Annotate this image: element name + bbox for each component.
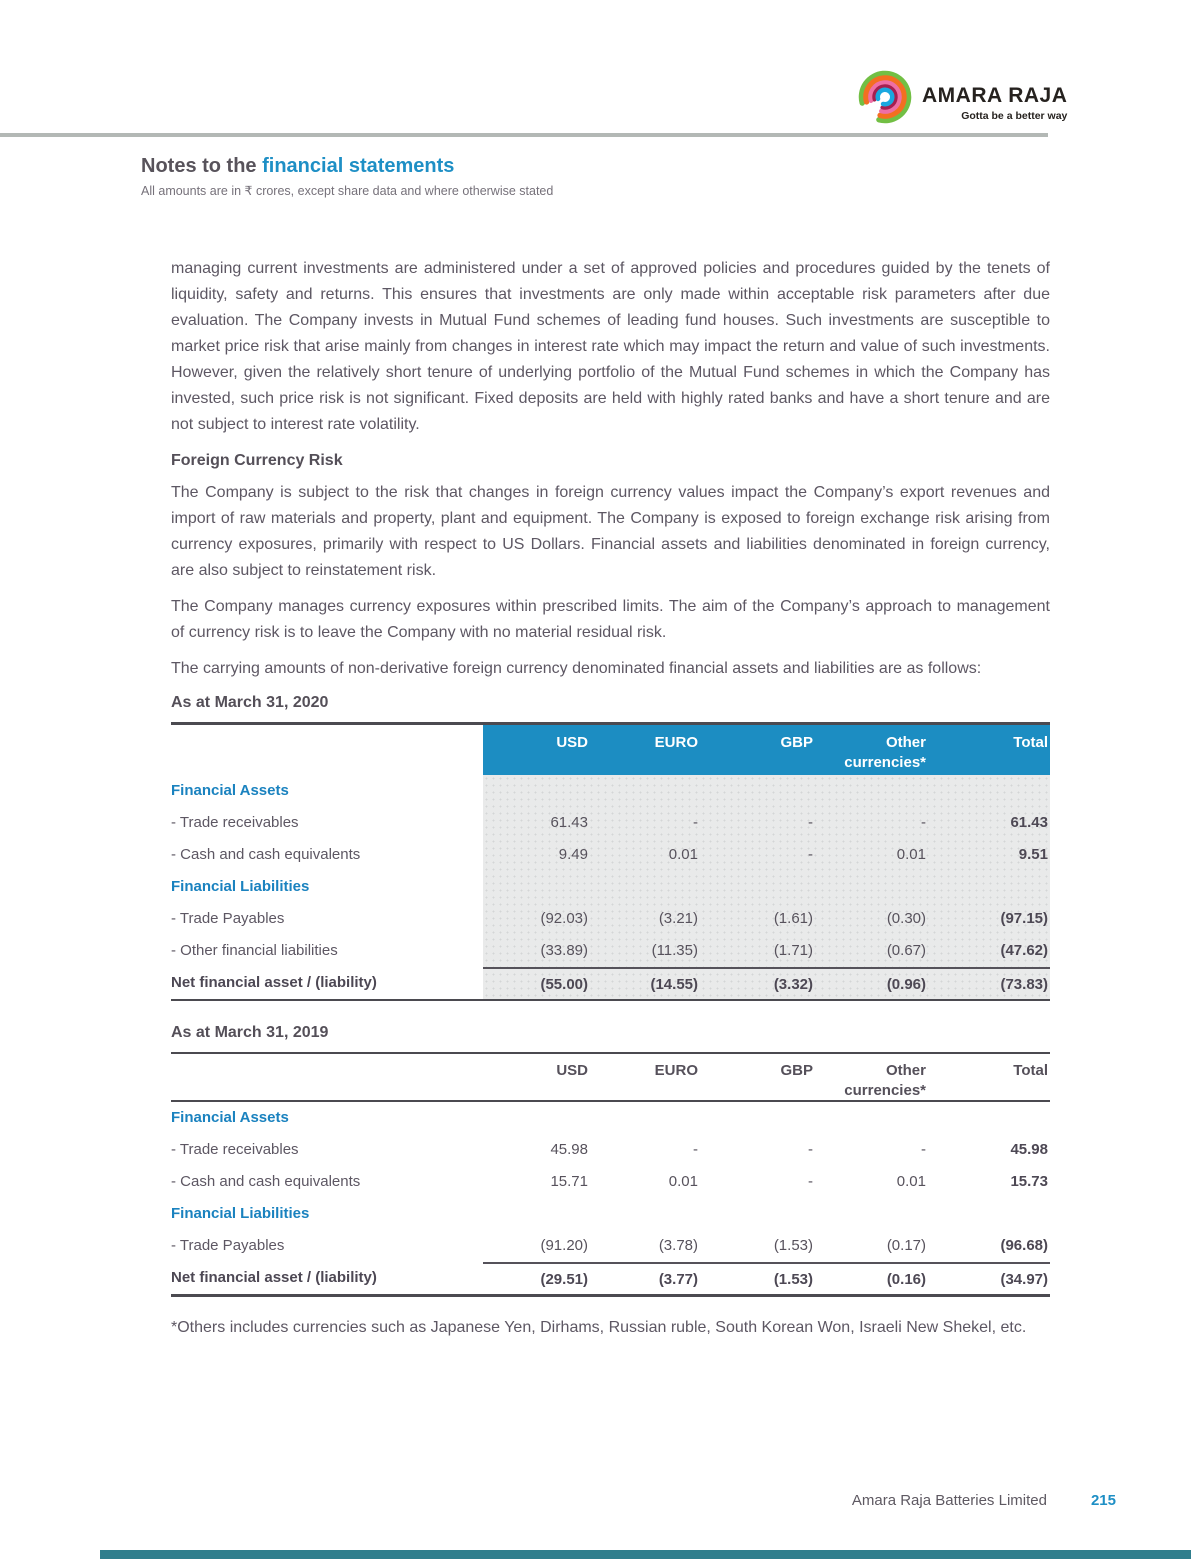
paragraph-carrying-amounts: The carrying amounts of non-derivative foreign currency denominated financial assets and liabilities are as follows:: [171, 660, 982, 677]
value-cell-total: 61.43: [1010, 814, 1048, 831]
table-row: [171, 1230, 1050, 1262]
row-label: - Trade receivables: [171, 1141, 299, 1158]
value-cell: -: [808, 1173, 813, 1190]
page-title: [141, 155, 553, 178]
value-cell: -: [693, 1141, 698, 1158]
value-cell-total: 15.73: [1010, 1173, 1048, 1190]
row-label: Financial Assets: [171, 782, 289, 799]
amara-raja-logo: [856, 68, 1068, 126]
column-header-usd: USD: [483, 725, 590, 775]
value-cell: (0.67): [886, 942, 926, 959]
column-header-other: Other currencies*: [844, 1062, 926, 1099]
table-2019-title: As at March 31, 2019: [171, 1024, 329, 1041]
value-cell: 0.01: [896, 1173, 926, 1190]
header-spacer-cell: [171, 1054, 483, 1101]
table-body: [171, 1102, 1050, 1294]
value-cell: (3.21): [658, 910, 698, 927]
table-header-row: [171, 725, 1050, 775]
row-label: Financial Assets: [171, 1109, 289, 1126]
value-cell: -: [808, 1141, 813, 1158]
header-divider: [0, 133, 1048, 137]
value-cell: 45.98: [550, 1141, 588, 1158]
value-cell: (3.77): [590, 1262, 700, 1296]
value-cell: -: [808, 814, 813, 831]
value-cell: (1.61): [773, 910, 813, 927]
value-cell-total: (47.62): [1000, 942, 1048, 959]
column-header-gbp: GBP: [780, 1062, 813, 1079]
value-cell-total: 9.51: [1018, 846, 1048, 863]
page-title-accent: financial statements: [262, 155, 455, 177]
table-2020-title: As at March 31, 2020: [171, 694, 329, 711]
table-row: [171, 1134, 1050, 1166]
row-label: Financial Liabilities: [171, 878, 310, 895]
value-cell-total: (96.68): [1000, 1237, 1048, 1254]
row-label: - Other financial liabilities: [171, 942, 338, 959]
value-cell: (33.89): [540, 942, 588, 959]
row-label: - Trade Payables: [171, 1237, 285, 1254]
row-label: Net financial asset / (liability): [171, 974, 377, 991]
value-cell: (91.20): [540, 1237, 588, 1254]
row-label: - Trade Payables: [171, 910, 285, 927]
value-cell: -: [921, 814, 926, 831]
value-cell: (1.53): [700, 1262, 815, 1296]
paragraph-market-price-risk: managing current investments are administered under a set of approved policies and procedures guided by the tenets of liquidity, safety and returns. This ensures that investments are only made within acceptable risk parameters after due evaluation. The Company invests in Mutual Fund schemes of leading fund houses. Such investments are susceptible to market price risk that arise mainly from changes in interest rate which may impact the return and value of such investments. However, given the relatively short tenure of underlying portfolio of the Mutual Fund schemes in which the Company has invested, such price risk is not significant. Fixed deposits are held with highly rated banks and have a short tenure and are not subject to interest rate volatility.: [171, 260, 1050, 433]
table-row: [171, 775, 1050, 807]
value-cell: (55.00): [483, 967, 590, 1001]
header-spacer-cell: [171, 725, 483, 775]
table-row-net-total: [171, 967, 1050, 999]
row-label: Net financial asset / (liability): [171, 1269, 377, 1286]
bottom-accent-bar: [100, 1550, 1191, 1559]
table-row: [171, 935, 1050, 967]
value-cell: 0.01: [668, 1173, 698, 1190]
value-cell: 61.43: [550, 814, 588, 831]
footer-company-name: Amara Raja Batteries Limited: [851, 1492, 1047, 1509]
paragraph-fx-exposure: The Company is subject to the risk that changes in foreign currency values impact the Company’s export revenues and import of raw materials and property, plant and equipment. The Company is exposed to foreign exchange risk arising from currency exposures, primarily with respect to US Dollars. Financial assets and liabilities denominated in foreign currency, are also subject to reinstatement risk.: [171, 484, 1050, 579]
value-cell: (29.51): [483, 1262, 590, 1296]
value-cell-total: (97.15): [1000, 910, 1048, 927]
value-cell: -: [693, 814, 698, 831]
table-footnote: *Others includes currencies such as Japanese Yen, Dirhams, Russian ruble, South Korean Won, Israeli New Shekel, etc.: [171, 1319, 1027, 1336]
amara-raja-logo-icon: [856, 68, 914, 126]
column-header-total: Total: [1013, 1062, 1048, 1079]
value-cell: (1.53): [773, 1237, 813, 1254]
table-header-row: [171, 1054, 1050, 1102]
logo-brand-text: AMARA RAJA: [922, 84, 1068, 107]
row-label: - Cash and cash equivalents: [171, 846, 361, 863]
value-cell: (0.96): [815, 967, 928, 1001]
row-label: - Cash and cash equivalents: [171, 1173, 361, 1190]
page-title-prefix: Notes to the: [141, 155, 263, 177]
table-row: [171, 1102, 1050, 1134]
value-cell: (0.17): [886, 1237, 926, 1254]
table-row: [171, 1198, 1050, 1230]
footer-page-number: 215: [1090, 1492, 1116, 1509]
page-subtitle: All amounts are in ₹ crores, except share data and where otherwise stated: [141, 184, 554, 198]
column-header-other: Other currencies*: [815, 725, 928, 775]
value-cell: (0.30): [886, 910, 926, 927]
value-cell: (0.16): [815, 1262, 928, 1296]
fx-exposure-table-2020: [171, 722, 1050, 1001]
heading-foreign-currency-risk: Foreign Currency Risk: [171, 452, 343, 469]
value-cell: (3.78): [658, 1237, 698, 1254]
logo-tagline: Gotta be a better way: [961, 110, 1068, 122]
table-row: [171, 903, 1050, 935]
column-header-total: Total: [928, 725, 1050, 775]
table-row: [171, 1166, 1050, 1198]
paragraph-fx-management: The Company manages currency exposures within prescribed limits. The aim of the Company’s approach to management of currency risk is to leave the Company with no material residual risk.: [171, 598, 1050, 641]
table-row: [171, 871, 1050, 903]
table-body: [171, 775, 1050, 999]
table-row: [171, 807, 1050, 839]
value-cell: (14.55): [590, 967, 700, 1001]
column-header-euro: EURO: [590, 725, 700, 775]
value-cell: (92.03): [540, 910, 588, 927]
value-cell: 9.49: [558, 846, 588, 863]
value-cell-total: 45.98: [1010, 1141, 1048, 1158]
page-content: [171, 238, 1050, 1351]
value-cell: 0.01: [896, 846, 926, 863]
column-header-usd: USD: [556, 1062, 588, 1079]
column-header-gbp: GBP: [700, 725, 815, 775]
value-cell-total: (34.97): [928, 1262, 1050, 1296]
fx-exposure-table-2019: [171, 1052, 1050, 1297]
value-cell: 15.71: [550, 1173, 588, 1190]
column-header-euro: EURO: [654, 1062, 698, 1079]
table-row: [171, 839, 1050, 871]
value-cell: (11.35): [651, 942, 698, 959]
row-label: Financial Liabilities: [171, 1205, 310, 1222]
row-label: - Trade receivables: [171, 814, 299, 831]
value-cell: -: [921, 1141, 926, 1158]
title-block: [141, 155, 553, 198]
logo-text: [922, 68, 1067, 122]
value-cell: (1.71): [773, 942, 813, 959]
value-cell-total: (73.83): [928, 967, 1050, 1001]
value-cell: -: [808, 846, 813, 863]
value-cell: 0.01: [668, 846, 698, 863]
table-row-net-total: [171, 1262, 1050, 1294]
value-cell: (3.32): [700, 967, 815, 1001]
page-footer: [852, 1492, 1116, 1509]
